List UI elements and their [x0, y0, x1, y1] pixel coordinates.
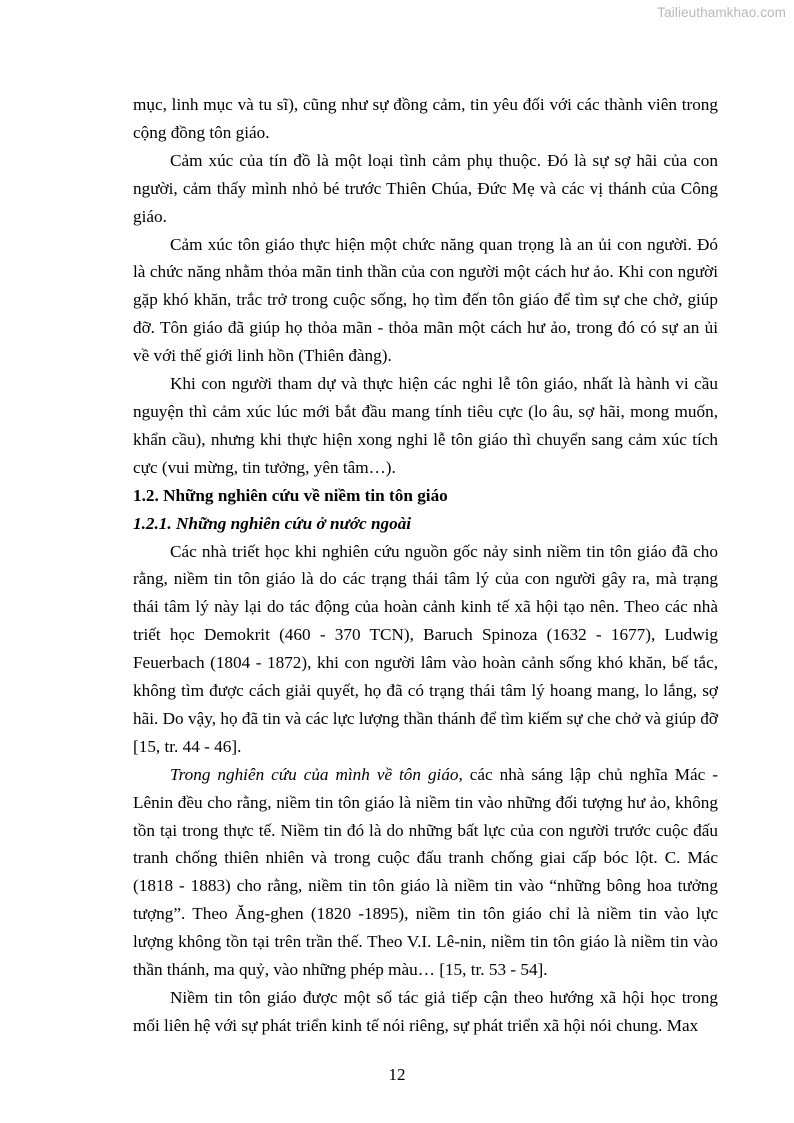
- watermark: Tailieuthamkhao.com: [657, 5, 786, 20]
- paragraph-6-italic: Trong nghiên cứu của mình về tôn giáo: [170, 764, 459, 784]
- paragraph-4: Khi con người tham dự và thực hiện các nghi lễ tôn giáo, nhất là hành vi cầu nguyện thì cảm xúc lúc mới bắt đầu mang tính tiêu cực (lo âu, sợ hãi, mong muốn, khẩn cầu), nhưng khi thực hiện xong nghi lễ tôn giáo thì chuyển sang cảm xúc tích cực (vui mừng, tin tưởng, yên tâm…).: [133, 374, 718, 477]
- paragraph-6-rest: , các nhà sáng lập chủ nghĩa Mác - Lênin đều cho rằng, niềm tin tôn giáo là niềm tin vào những đối tượng hư ảo, không tồn tại trong thực tế. Niềm tin đó là do những bất lực của con người trước cuộc đấu tranh chống thiên nhiên và trong cuộc đấu tranh chống giai cấp bóc lột. C. Mác (1818 - 1883) cho rằng, niềm tin tôn giáo là niềm tin vào “những bông hoa tưởng tượng”. Theo Ăng-ghen (1820 -1895), niềm tin tôn giáo chỉ là niềm tin vào lực lượng không tồn tại trên trần thế. Theo V.I. Lê-nin, niềm tin tôn giáo là niềm tin vào thần thánh, ma quỷ, vào những phép màu… [15, tr. 53 - 54].: [133, 764, 718, 980]
- paragraph-7: Niềm tin tôn giáo được một số tác giả tiếp cận theo hướng xã hội học trong mối liên hệ với sự phát triển kinh tế nói riêng, sự phát triển xã hội nói chung. Max: [133, 988, 718, 1035]
- paragraph-2: Cảm xúc của tín đồ là một loại tình cảm phụ thuộc. Đó là sự sợ hãi của con người, cảm thấy mình nhỏ bé trước Thiên Chúa, Đức Mẹ và các vị thánh của Công giáo.: [133, 150, 718, 226]
- paragraph-6: [133, 761, 718, 984]
- section-heading: 1.2. Những nghiên cứu về niềm tin tôn giáo: [133, 485, 448, 505]
- paragraph-3: Cảm xúc tôn giáo thực hiện một chức năng quan trọng là an ủi con người. Đó là chức năng nhằm thỏa mãn tinh thần của con người một cách hư ảo. Khi con người gặp khó khăn, trắc trở trong cuộc sống, họ tìm đến tôn giáo để tìm sự che chở, giúp đỡ. Tôn giáo đã giúp họ thỏa mãn - thỏa mãn một cách hư ảo, trong đó có sự an ủi về với thế giới linh hồn (Thiên đàng).: [133, 234, 718, 366]
- subsection-heading: 1.2.1. Những nghiên cứu ở nước ngoài: [133, 513, 412, 533]
- paragraph-5: Các nhà triết học khi nghiên cứu nguồn gốc nảy sinh niềm tin tôn giáo đã cho rằng, niềm tin tôn giáo là do các trạng thái tâm lý của con người gây ra, mà trạng thái tâm lý này lại do tác động của hoàn cảnh kinh tế xã hội tạo nên. Theo các nhà triết học Demokrit (460 - 370 TCN), Baruch Spinoza (1632 - 1677), Ludwig Feuerbach (1804 - 1872), khi con người lâm vào hoàn cảnh sống khó khăn, bế tắc, không tìm được cách giải quyết, họ đã có trạng thái tâm lý hoang mang, lo lắng, sợ hãi. Do vậy, họ đã tin và các lực lượng thần thánh để tìm kiếm sự che chở và giúp đỡ [15, tr. 44 - 46].: [133, 541, 718, 756]
- page-body: [133, 91, 718, 1040]
- paragraph-1: mục, linh mục và tu sĩ), cũng như sự đồng cảm, tin yêu đối với các thành viên trong cộng đồng tôn giáo.: [133, 95, 718, 142]
- page-number: 12: [388, 1065, 406, 1084]
